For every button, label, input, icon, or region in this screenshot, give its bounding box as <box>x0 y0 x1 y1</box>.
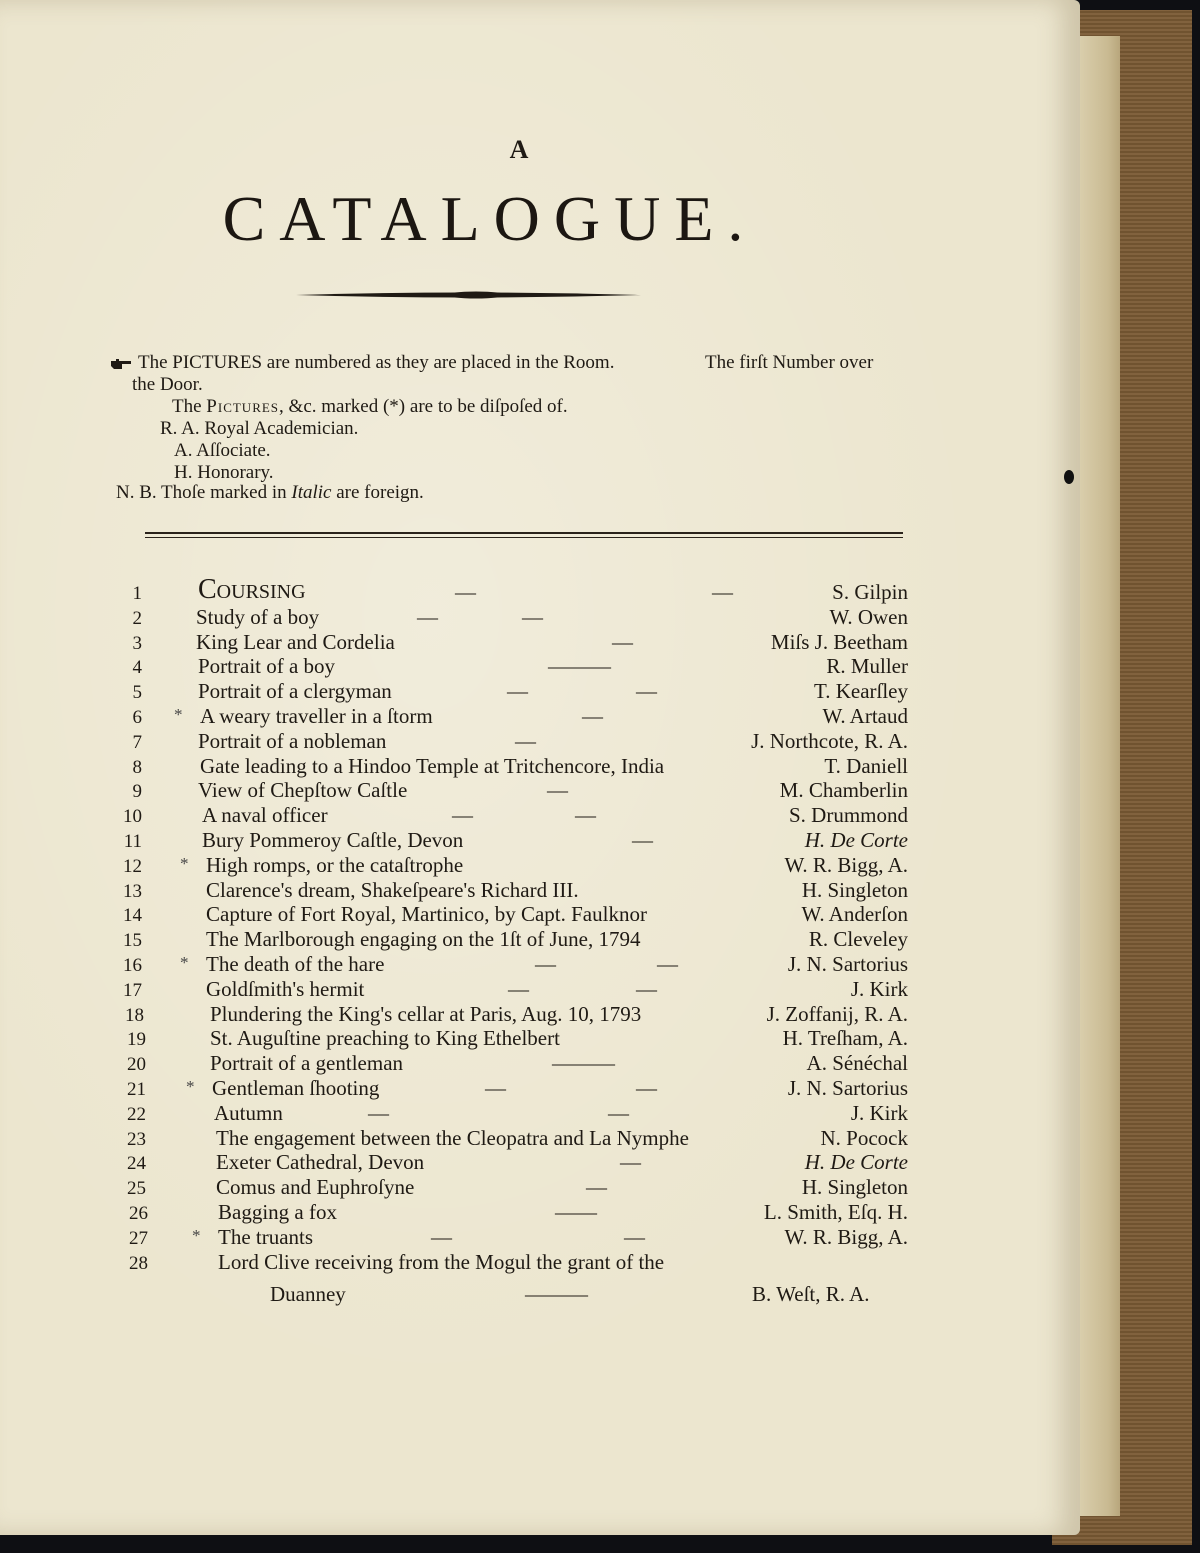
entry-number: 28 <box>129 1252 148 1274</box>
catalogue-entry <box>0 654 1000 679</box>
leader-dash: — <box>612 629 633 654</box>
entry-artist: W. Artaud <box>822 704 908 728</box>
entry-title: Coursing <box>198 574 306 605</box>
entry-title: Portrait of a nobleman <box>198 728 387 753</box>
entry-artist: R. Cleveley <box>808 927 908 952</box>
catalogue-entry <box>0 1175 1000 1200</box>
entry-28-continuation-title: Duanney <box>270 1282 346 1306</box>
catalogue-entry <box>0 1002 1000 1027</box>
entry-number: 4 <box>132 657 142 679</box>
entry-title: The truants <box>218 1224 314 1249</box>
entry-number: 24 <box>127 1153 146 1175</box>
catalogue-entry <box>0 729 1000 754</box>
entry-number: 25 <box>127 1178 146 1200</box>
entry-artist: L. Smith, Eſq. H. <box>763 1200 908 1224</box>
leader-dash: — <box>547 778 568 803</box>
leader-dash: — <box>431 1224 452 1249</box>
catalogue-entry <box>0 605 1000 630</box>
catalogue-entry <box>0 1126 1000 1151</box>
entry-artist: N. Pocock <box>820 1125 908 1150</box>
entry-title: Portrait of a clergyman <box>198 679 392 704</box>
leader-dash: — <box>485 1076 506 1100</box>
entry-title: Autumn <box>214 1100 283 1125</box>
leader-dash: — <box>522 604 543 629</box>
leader-dash: — <box>608 1100 629 1125</box>
entry-artist: T. Daniell <box>824 753 908 778</box>
entry-title: Exeter Cathedral, Devon <box>216 1150 425 1175</box>
entry-title: The Marlborough engaging on the 1ſt of June, 1794 <box>206 927 641 952</box>
leader-dash: ——— <box>552 1051 615 1076</box>
note-line-3: The Pictures, &c. marked (*) are to be diſpoſed of. <box>172 396 568 417</box>
entry-artist: J. Northcote, R. A. <box>751 728 908 753</box>
leader-dash: — <box>586 1175 607 1200</box>
entry-artist: J. Kirk <box>850 976 908 1001</box>
entry-number: 13 <box>123 880 142 902</box>
entry-number: 10 <box>123 806 142 828</box>
entry-number: 6 <box>132 707 142 728</box>
entry-number: 21 <box>127 1079 146 1100</box>
entry-artist: S. Gilpin <box>832 580 908 604</box>
entry-artist: H. Treſham, A. <box>782 1026 908 1051</box>
entry-artist: J. N. Sartorius <box>787 1076 908 1100</box>
heading-a: A <box>509 135 531 164</box>
leader-dash: —— <box>555 1200 597 1224</box>
leader-dash: — <box>636 679 657 704</box>
entry-number: 26 <box>129 1203 148 1224</box>
leader-dash: — <box>417 604 438 629</box>
entry-artist: S. Drummond <box>788 803 908 828</box>
note-line-4: R. A. Royal Academician. <box>160 418 359 439</box>
entry-number: 11 <box>123 831 142 852</box>
entry-number: 16 <box>123 955 142 976</box>
entry-title: A weary traveller in a ſtorm <box>200 704 433 728</box>
leader-dash: — <box>455 580 476 604</box>
entry-title: The engagement between the Cleopatra and La Nymphe <box>216 1125 689 1150</box>
leader-dash: — <box>624 1224 645 1249</box>
entry-artist: Miſs J. Beetham <box>770 629 908 654</box>
catalogue-entry <box>0 1076 1000 1101</box>
catalogue-entry <box>0 853 1000 878</box>
leader-dash: — <box>575 803 596 828</box>
entry-number: 23 <box>127 1128 146 1150</box>
entry-artist: H. Singleton <box>801 877 908 902</box>
entry-artist: J. N. Sartorius <box>787 952 908 976</box>
leader-dash: — <box>582 704 603 728</box>
catalogue-entry <box>0 1225 1000 1250</box>
note-line-1b: The firſt Number over <box>705 352 874 373</box>
entry-artist: H. De Corte <box>804 828 908 852</box>
entry-artist: T. Kearſley <box>813 679 908 704</box>
ornament-rule <box>296 288 641 302</box>
entry-title: Clarence's dream, Shakeſpeare's Richard III. <box>206 877 579 902</box>
entry-number: 8 <box>132 756 142 778</box>
catalogue-entry <box>0 902 1000 927</box>
catalogue-entry <box>0 754 1000 779</box>
entry-28-continuation-artist: B. Weſt, R. A. <box>752 1282 870 1306</box>
note-line-5: A. Aſſociate. <box>174 440 271 461</box>
catalogue-entry <box>0 1200 1000 1225</box>
leader-dash: — <box>507 679 528 704</box>
leader-dash: — <box>368 1100 389 1125</box>
entry-title: Goldſmith's hermit <box>206 976 365 1001</box>
entry-title: Capture of Fort Royal, Martinico, by Capt. Faulknor <box>206 902 647 927</box>
note-line-6: H. Honorary. <box>174 462 274 483</box>
entry-number: 5 <box>132 682 142 704</box>
leader-dash: — <box>657 952 678 976</box>
leader-dash: — <box>620 1150 641 1175</box>
catalogue-entry <box>0 630 1000 655</box>
entry-artist: W. R. Bigg, A. <box>784 852 908 877</box>
entry-title: Gate leading to a Hindoo Temple at Tritchencore, India <box>200 753 665 778</box>
leader-dash: — <box>632 828 653 852</box>
entry-number: 7 <box>132 731 142 753</box>
entry-artist: J. Kirk <box>850 1100 908 1125</box>
entry-title: St. Auguſtine preaching to King Ethelbert <box>210 1026 560 1051</box>
entry-artist: M. Chamberlin <box>779 778 908 803</box>
entry-number: 2 <box>132 607 142 629</box>
leader-dash: ——— <box>548 654 611 679</box>
ink-speck <box>1064 470 1074 484</box>
asterisk-marker: * <box>186 1077 195 1096</box>
catalogue-entry <box>0 828 1000 853</box>
leader-dash: — <box>535 952 556 976</box>
entry-number: 18 <box>125 1004 144 1026</box>
entry-title: View of Chepſtow Caſtle <box>198 778 408 803</box>
entry-title: A naval officer <box>202 803 328 828</box>
entry-title: Lord Clive receiving from the Mogul the grant of the <box>218 1249 665 1274</box>
note-line-1a: The PICTURES are numbered as they are placed in the Room. <box>138 352 615 373</box>
catalogue-entry <box>0 778 1000 803</box>
entry-artist: H. De Corte <box>804 1150 908 1175</box>
entry-artist: H. Singleton <box>801 1175 908 1200</box>
entry-number: 22 <box>127 1103 146 1125</box>
catalogue-entry <box>0 1101 1000 1126</box>
catalogue-entry <box>0 927 1000 952</box>
entry-artist: R. Muller <box>826 654 908 679</box>
entry-number: 17 <box>123 979 142 1001</box>
leader-dash: — <box>712 580 733 604</box>
entry-number: 9 <box>132 781 142 803</box>
entry-number: 20 <box>127 1054 146 1076</box>
entry-number: 19 <box>127 1029 146 1051</box>
entry-number: 1 <box>132 583 142 604</box>
entry-title: Bagging a fox <box>218 1200 337 1224</box>
catalogue-entry <box>0 704 1000 729</box>
entry-title: Portrait of a boy <box>198 654 336 679</box>
catalogue-entry <box>0 952 1000 977</box>
leader-dash: — <box>508 976 529 1001</box>
leader-dash: — <box>636 976 657 1001</box>
double-rule <box>145 532 903 542</box>
entry-title: High romps, or the cataſtrophe <box>206 852 464 877</box>
leader-dash: — <box>636 1076 657 1100</box>
pointing-hand-icon <box>110 357 132 371</box>
entry-number: 3 <box>132 632 142 654</box>
entry-title: Gentleman ſhooting <box>212 1076 380 1100</box>
entry-artist: W. R. Bigg, A. <box>784 1224 908 1249</box>
leader-dash: — <box>515 728 536 753</box>
entry-title: Comus and Euphroſyne <box>216 1175 415 1200</box>
entry-number: 15 <box>123 930 142 952</box>
entry-number: 27 <box>129 1227 148 1249</box>
entry-artist: A. Sénéchal <box>806 1051 908 1076</box>
catalogue-entry <box>0 1051 1000 1076</box>
entry-number: 14 <box>123 905 142 927</box>
catalogue-entry <box>0 803 1000 828</box>
note-line-2: the Door. <box>132 374 203 395</box>
catalogue-entry <box>0 878 1000 903</box>
entry-artist: J. Zoffanij, R. A. <box>766 1001 908 1026</box>
entry-title: The death of the hare <box>206 952 385 976</box>
catalogue-entry <box>0 977 1000 1002</box>
asterisk-marker: * <box>180 853 189 873</box>
entry-artist: W. Anderſon <box>801 902 908 927</box>
note-line-7: N. B. Thoſe marked in Italic are foreign. <box>116 482 424 503</box>
entry-title: Portrait of a gentleman <box>210 1051 404 1076</box>
entry-title: King Lear and Cordelia <box>196 629 395 654</box>
catalogue-entry <box>0 1150 1000 1175</box>
catalogue-entry <box>0 1026 1000 1051</box>
entry-title: Study of a boy <box>196 604 320 629</box>
leader-dash: — <box>452 803 473 828</box>
asterisk-marker: * <box>174 705 183 724</box>
page-title: CATALOGUE. <box>222 183 758 254</box>
entry-title: Plundering the King's cellar at Paris, Aug. 10, 1793 <box>210 1001 642 1026</box>
entry-artist: W. Owen <box>829 604 908 629</box>
catalogue-entry <box>0 574 1000 605</box>
catalogue-entry <box>0 679 1000 704</box>
catalogue-entry <box>0 1250 1000 1275</box>
entry-title: Bury Pommeroy Caſtle, Devon <box>202 828 464 852</box>
asterisk-marker: * <box>192 1225 201 1245</box>
asterisk-marker: * <box>180 953 189 972</box>
entry-28-continuation-dash: ——— <box>525 1282 588 1306</box>
entry-number: 12 <box>123 855 142 877</box>
